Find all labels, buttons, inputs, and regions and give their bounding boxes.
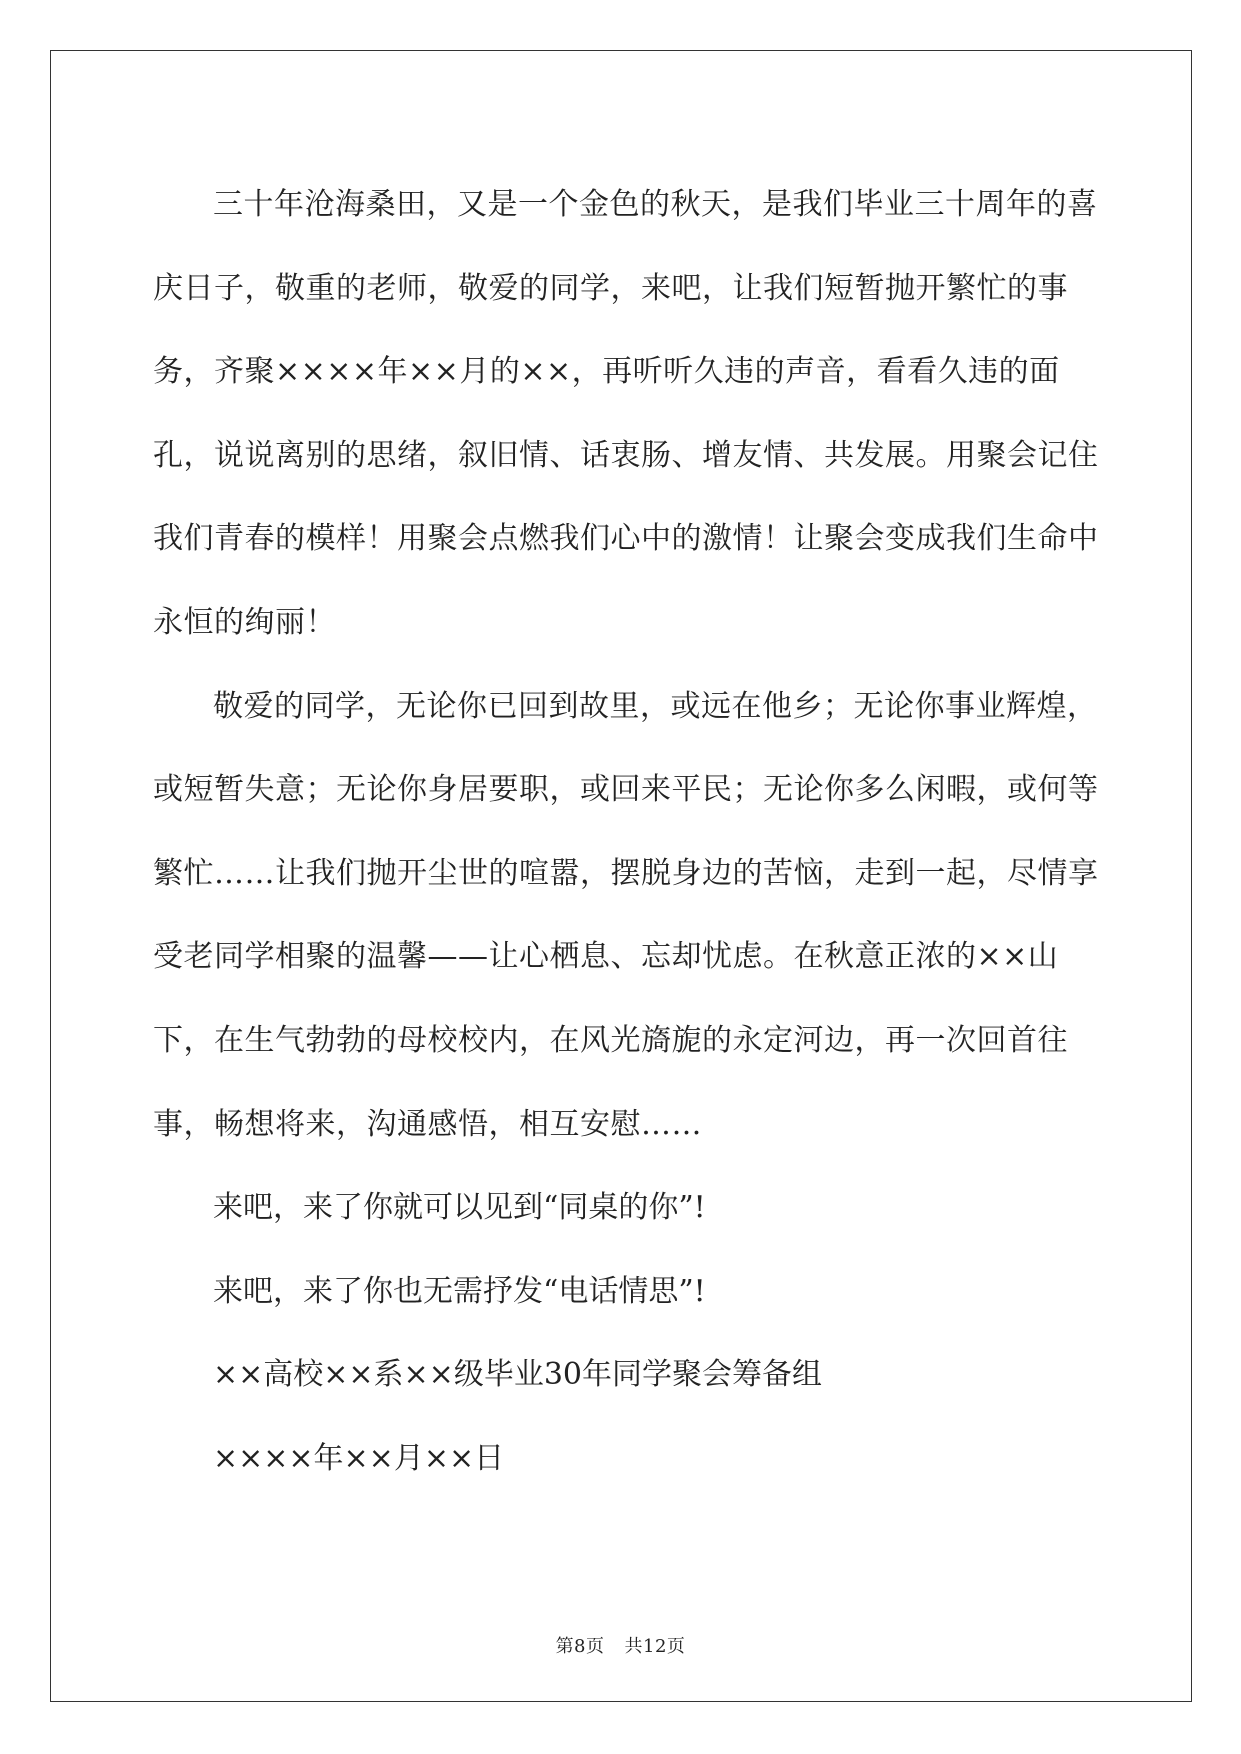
document-body xyxy=(153,163,1115,1501)
paragraph-1: 三十年沧海桑田，又是一个金色的秋天，是我们毕业三十周年的喜庆日子，敬重的老师，敬爱的同学，来吧，让我们短暂抛开繁忙的事务，齐聚××××年××月的××，再听听久违的声音，看看久违的面孔，说说离别的思绪，叙旧情、话衷肠、增友情、共发展。用聚会记住我们青春的模样！用聚会点燃我们心中的激情！让聚会变成我们生命中永恒的绚丽！ xyxy=(153,187,1099,640)
invitation-line-2: 来吧，来了你也无需抒发“电话情思”! xyxy=(213,1273,706,1309)
page-footer xyxy=(0,1632,1241,1658)
paragraph-2: 敬爱的同学，无论你已回到故里，或远在他乡；无论你事业辉煌，或短暂失意；无论你身居要职，或回来平民；无论你多么闲暇，或何等繁忙……让我们抛开尘世的喧嚣，摆脱身边的苦恼，走到一起，尽情享受老同学相聚的温馨——让心栖息、忘却忧虑。在秋意正浓的××山下，在生气勃勃的母校校内，在风光旖旎的永定河边，再一次回首往事，畅想将来，沟通感悟，相互安慰…… xyxy=(153,688,1099,1142)
signature-date: ××××年××月××日 xyxy=(213,1440,505,1476)
page-number: 第8页 xyxy=(555,1636,605,1657)
signature-organizer: ××高校××系××级毕业30年同学聚会筹备组 xyxy=(213,1357,822,1393)
page-total: 共12页 xyxy=(624,1636,686,1657)
invitation-line-1: 来吧，来了你就可以见到“同桌的你”! xyxy=(213,1190,706,1226)
